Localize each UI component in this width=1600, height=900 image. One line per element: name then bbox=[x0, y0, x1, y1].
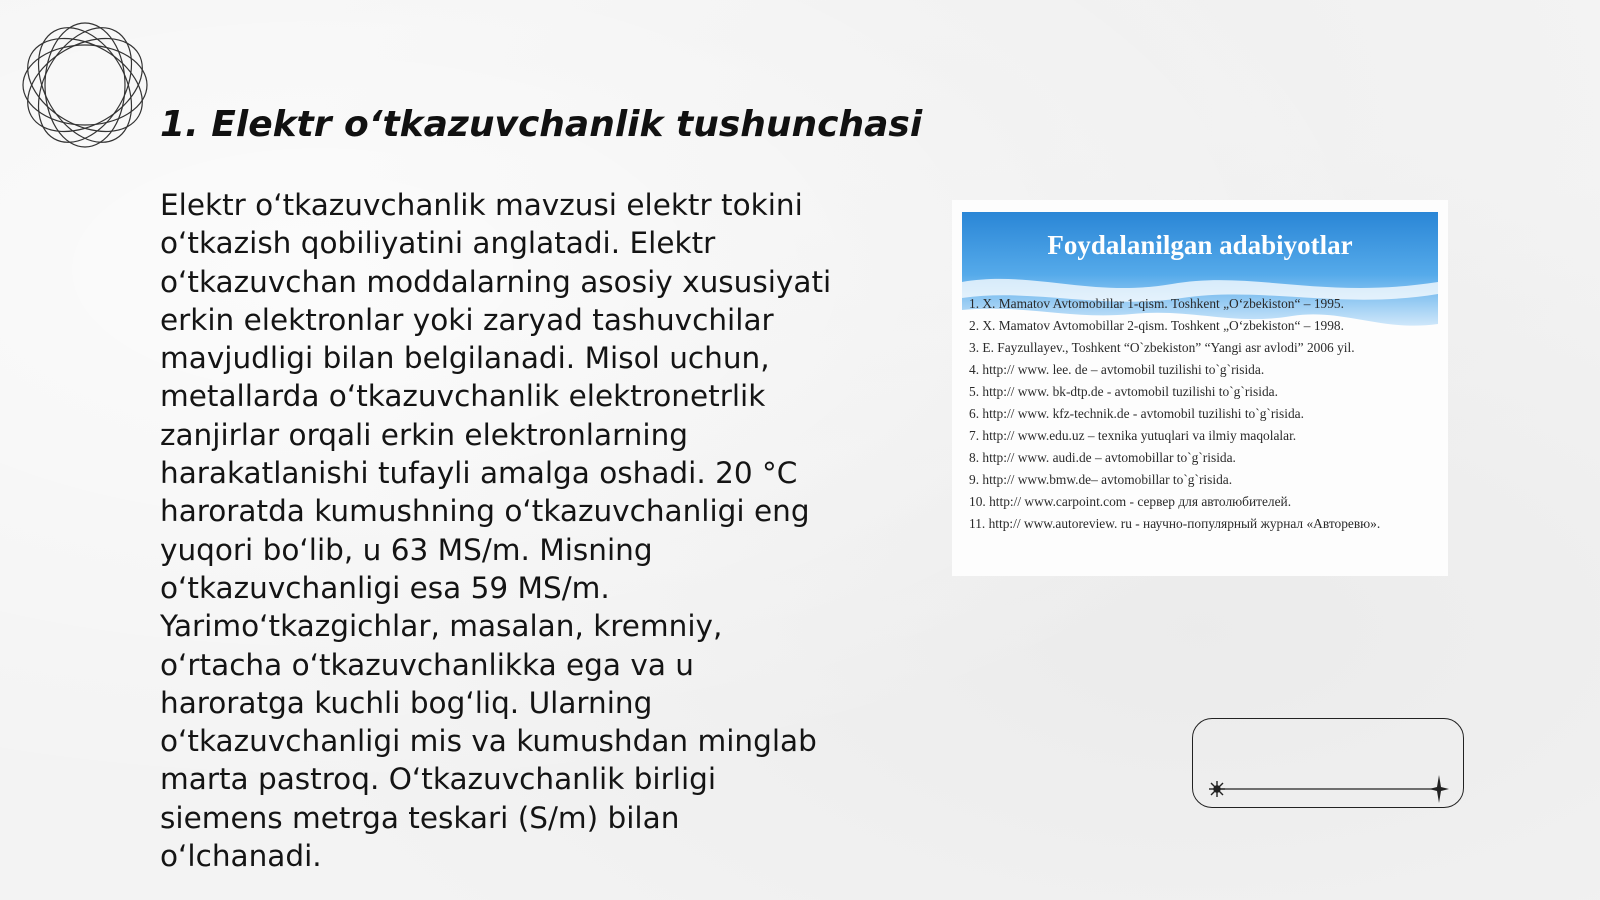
reference-item: 9. http:// www.bmw.de– avtomobillar to`g`risida. bbox=[969, 472, 1233, 487]
reference-item: 2. X. Mamatov Avtomobillar 2-qism. Toshkent „O‘zbekiston“ – 1998. bbox=[969, 318, 1344, 333]
reference-item: 4. http:// www. lee. de – avtomobil tuzilishi to`g`risida. bbox=[969, 362, 1265, 377]
reference-item: 11. http:// www.autoreview. ru - научно-популярный журнал «Авторевю». bbox=[969, 516, 1381, 531]
reference-item: 1. X. Mamatov Avtomobillar 1-qism. Toshkent „O‘zbekiston“ – 1995. bbox=[969, 296, 1344, 311]
decorative-line bbox=[1193, 719, 1465, 809]
reference-item: 10. http:// www.carpoint.com - сервер для автолюбителей. bbox=[969, 494, 1292, 509]
reference-item: 8. http:// www. audi.de – avtomobillar to`g`risida. bbox=[969, 450, 1236, 465]
circle-knot-logo-icon bbox=[10, 10, 160, 160]
reference-item: 7. http:// www.edu.uz – texnika yutuqlari va ilmiy maqolalar. bbox=[969, 428, 1297, 443]
sun-star-icon bbox=[1209, 781, 1225, 797]
reference-item: 3. E. Fayzullayev., Toshkent “O`zbekiston” “Yangi asr avlodi” 2006 yil. bbox=[969, 340, 1355, 355]
references-title: Foydalanilgan adabiyotlar bbox=[1047, 230, 1353, 260]
slide-body-text: Elektr o‘tkazuvchanlik mavzusi elektr tokini o‘tkazish qobiliyatini anglatadi. Elektr o‘tkazuvchan moddalarning asosiy xususiyati erkin elektronlar yoki zaryad tashuvchilar mavjudligi bilan belgilanadi. Misol uchun, metallarda o‘tkazuvchanlik elektronetrlik zanjirlar orqali erkin elektronlarning harakatlanishi tufayli amalga oshadi. 20 °C haroratda kumushning o‘tkazuvchanligi eng yuqori bo‘lib, u 63 MS/m. Misning o‘tkazuvchanligi esa 59 MS/m. Yarimo‘tkazgichlar, masalan, kremniy, o‘rtacha o‘tkazuvchanlikka ega va u haroratga kuchli bog‘liq. Ularning o‘tkazuvchanligi mis va kumushdan minglab marta pastroq. O‘tkazuvchanlik birligi siemens metrga teskari (S/m) bilan o‘lchanadi. bbox=[160, 188, 832, 874]
reference-item: 5. http:// www. bk-dtp.de - avtomobil tuzilishi to`g`risida. bbox=[969, 384, 1278, 399]
sparkle-star-icon bbox=[1429, 775, 1449, 803]
references-image bbox=[952, 200, 1448, 576]
references-list bbox=[969, 293, 1439, 535]
decorative-rounded-box bbox=[1192, 718, 1464, 808]
slide-title: 1. Elektr o‘tkazuvchanlik tushunchasi bbox=[160, 104, 923, 145]
reference-item: 6. http:// www. kfz-technik.de - avtomobil tuzilishi to`g`risida. bbox=[969, 406, 1304, 421]
